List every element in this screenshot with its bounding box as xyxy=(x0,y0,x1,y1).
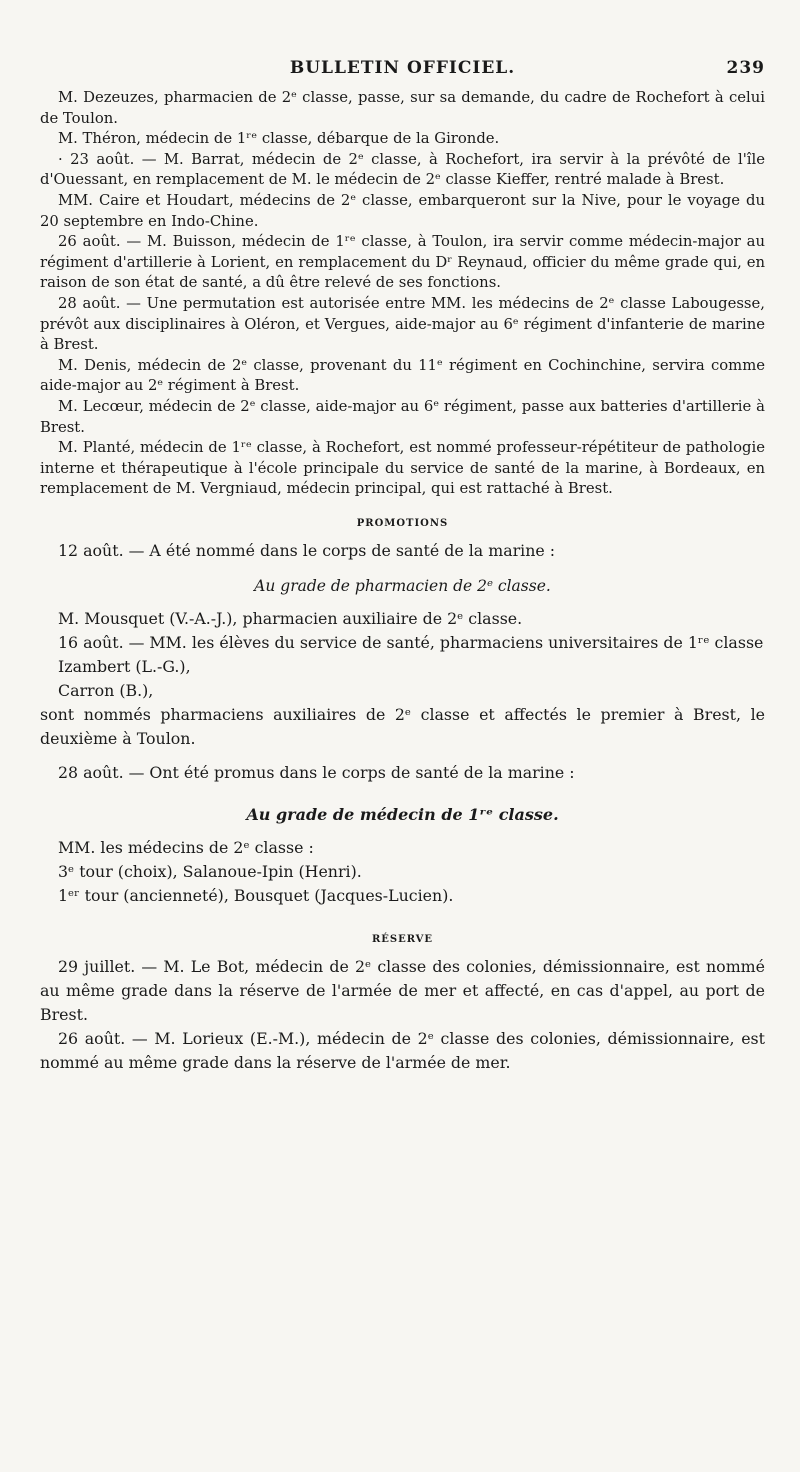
paragraph-salanoue: 3ᵉ tour (choix), Salanoue-Ipin (Henri). xyxy=(58,861,362,881)
paragraph-theron: M. Théron, médecin de 1ʳᵉ classe, débarque de la Gironde. xyxy=(58,130,500,148)
paragraph-lorieux: 26 août. — M. Lorieux (E.-M.), médecin de 2ᵉ classe des colonies, démissionnaire, est nommé au même grade dans la réserve de l'armée de mer. xyxy=(40,1028,765,1072)
paragraph-promo-28-aout: 28 août. — Ont été promus dans le corps de santé de la marine : xyxy=(58,762,575,782)
paragraph-mousquet: M. Mousquet (V.-A.-J.), pharmacien auxiliaire de 2ᵉ classe. xyxy=(58,608,523,628)
paragraph-lecoeur: M. Lecœur, médecin de 2ᵉ classe, aide-major au 6ᵉ régiment, passe aux batteries d'artillerie à Brest. xyxy=(40,397,765,436)
page-header xyxy=(40,58,765,88)
paragraph-dezeuzes: M. Dezeuzes, pharmacien de 2ᵉ classe, passe, sur sa demande, du cadre de Rochefort à celui de Toulon. xyxy=(40,89,765,127)
paragraph-caire-houdart: MM. Caire et Houdart, médecins de 2ᵉ classe, embarqueront sur la Nive, pour le voyage du 20 septembre en Indo-Chine. xyxy=(40,191,765,230)
name-izambert: Izambert (L.-G.), xyxy=(58,656,191,676)
subheading-medecin: Au grade de médecin de 1ʳᵉ classe. xyxy=(246,804,559,824)
running-title: BULLETIN OFFICIEL. xyxy=(289,58,516,78)
page-number: 239 xyxy=(726,58,765,78)
paragraph-buisson: 26 août. — M. Buisson, médecin de 1ʳᵉ classe, à Toulon, ira servir comme médecin-major au régiment d'artillerie à Lorient, en remplacement du Dʳ Reynaud, officier du même grade qui, en raison de son état de santé, a dû être relevé de ses fonctions. xyxy=(40,233,765,292)
section-heading-reserve: RÉSERVE xyxy=(371,933,434,945)
paragraph-promo-16-aout: 16 août. — MM. les élèves du service de santé, pharmaciens universitaires de 1ʳᵉ classe xyxy=(58,632,764,652)
section-heading-promotions: PROMOTIONS xyxy=(356,517,449,529)
paragraph-permutation: 28 août. — Une permutation est autorisée entre MM. les médecins de 2ᵉ classe Labougesse, prévôt aux disciplinaires à Oléron, et Vergues, aide-major au 6ᵉ régiment d'infanterie de marine à Brest. xyxy=(40,294,765,354)
paragraph-bousquet: 1ᵉʳ tour (ancienneté), Bousquet (Jacques-Lucien). xyxy=(58,885,454,905)
paragraph-promo-12-aout: 12 août. — A été nommé dans le corps de santé de la marine : xyxy=(58,540,556,560)
name-carron: Carron (B.), xyxy=(58,680,154,700)
document-page xyxy=(40,58,765,1075)
paragraph-plante: M. Planté, médecin de 1ʳᵉ classe, à Rochefort, est nommé professeur-répétiteur de pathologie interne et thérapeutique à l'école principale du service de santé de la marine, à Bordeaux, en remplacement de M. Vergniaud, médecin principal, qui est rattaché à Brest. xyxy=(40,439,765,498)
paragraph-mm-medecins: MM. les médecins de 2ᵉ classe : xyxy=(58,837,314,857)
paragraph-le-bot: 29 juillet. — M. Le Bot, médecin de 2ᵉ classe des colonies, démissionnaire, est nommé au même grade dans la réserve de l'armée de mer et affecté, en cas d'appel, au port de Brest. xyxy=(40,956,765,1024)
paragraph-denis: M. Denis, médecin de 2ᵉ classe, provenant du 11ᵉ régiment en Cochinchine, servira comme aide-major au 2ᵉ régiment à Brest. xyxy=(40,356,765,395)
paragraph-nommes: sont nommés pharmaciens auxiliaires de 2ᵉ classe et affectés le premier à Brest, le deuxième à Toulon. xyxy=(40,704,765,748)
paragraph-barrat: · 23 août. — M. Barrat, médecin de 2ᵉ classe, à Rochefort, ira servir à la prévôté de l'île d'Ouessant, en remplacement de M. le médecin de 2ᵉ classe Kieffer, rentré malade à Brest. xyxy=(40,150,765,189)
subheading-pharmacien: Au grade de pharmacien de 2ᵉ classe. xyxy=(254,576,551,595)
